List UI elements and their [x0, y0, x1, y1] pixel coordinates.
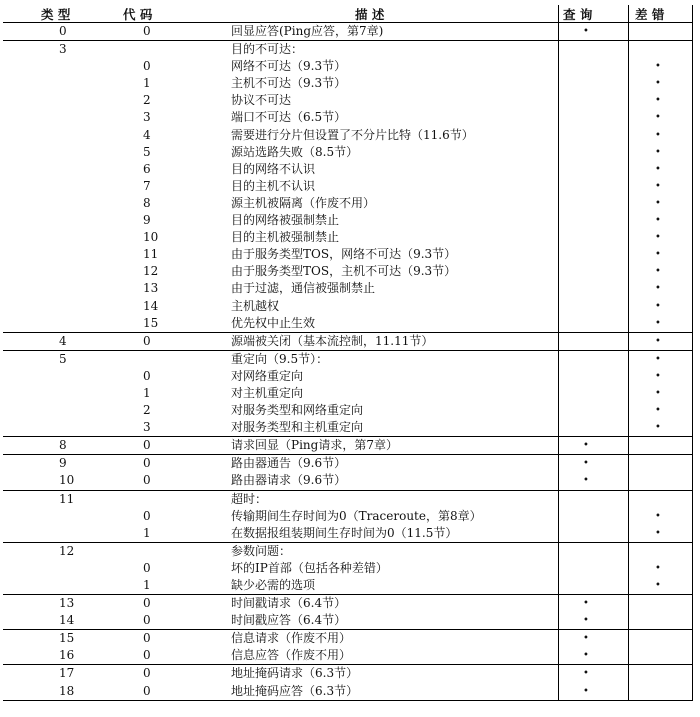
error-mark: • — [655, 370, 661, 382]
table-row — [3, 525, 693, 542]
type-cell: 18 — [59, 683, 75, 698]
error-mark: • — [655, 249, 661, 261]
table-row — [3, 298, 693, 315]
query-mark: • — [583, 668, 589, 680]
type-cell: 16 — [59, 648, 75, 663]
error-mark: • — [655, 353, 661, 365]
code-cell: 8 — [143, 195, 151, 210]
table-row — [3, 508, 693, 525]
description-cell: 超时： — [231, 491, 268, 506]
code-cell: 0 — [143, 438, 151, 453]
code-cell: 0 — [143, 473, 151, 488]
table-row-group — [3, 629, 693, 664]
description-cell: 优先权中止生效 — [231, 315, 316, 330]
table-row — [3, 351, 693, 368]
column-divider-right — [692, 5, 693, 701]
table-row-group — [3, 332, 693, 350]
error-mark: • — [655, 405, 661, 417]
description-cell: 主机越权 — [231, 298, 280, 313]
code-cell: 2 — [143, 93, 151, 108]
description-cell: 缺少必需的选项 — [231, 578, 316, 592]
error-mark: • — [655, 95, 661, 107]
code-cell: 1 — [143, 76, 151, 91]
table-row-group — [3, 436, 693, 454]
code-cell: 10 — [143, 230, 159, 245]
code-cell: 0 — [143, 508, 151, 523]
code-cell: 1 — [143, 385, 151, 400]
type-cell: 9 — [59, 456, 67, 471]
code-cell: 0 — [143, 59, 151, 74]
table-row — [3, 263, 693, 280]
type-cell: 8 — [59, 438, 67, 453]
description-cell: 由于服务类型TOS，主机不可达（9.3节） — [231, 264, 457, 279]
code-cell: 3 — [143, 110, 151, 125]
description-cell: 时间戳应答（6.4节） — [231, 613, 347, 628]
header-code: 代 码 — [123, 7, 153, 22]
column-divider-error — [628, 5, 629, 701]
error-mark: • — [655, 129, 661, 141]
error-mark: • — [655, 180, 661, 192]
description-cell: 传输期间生存时间为0（Traceroute，第8章） — [231, 508, 482, 523]
table-row — [3, 402, 693, 419]
table-row — [3, 41, 693, 58]
table-row — [3, 229, 693, 246]
description-cell: 网络不可达（9.3节） — [231, 59, 347, 74]
code-cell: 0 — [143, 613, 151, 628]
code-cell: 15 — [143, 315, 159, 330]
table-header — [3, 5, 693, 22]
code-cell: 0 — [143, 631, 151, 646]
table-row-group — [3, 542, 693, 594]
query-mark: • — [583, 685, 589, 697]
type-cell: 0 — [59, 24, 67, 38]
code-cell: 0 — [143, 666, 151, 681]
code-cell: 1 — [143, 525, 151, 540]
description-cell: 地址掩码请求（6.3节） — [231, 666, 359, 681]
type-cell: 15 — [59, 631, 75, 646]
description-cell: 目的不可达： — [231, 42, 304, 57]
icmp-message-type-table — [3, 5, 693, 701]
code-cell: 12 — [143, 264, 159, 279]
table-row-group — [3, 490, 693, 542]
code-cell: 0 — [143, 560, 151, 575]
query-mark: • — [583, 458, 589, 470]
table-row — [3, 543, 693, 560]
table-row — [3, 127, 693, 144]
description-cell: 对服务类型和网络重定向 — [231, 403, 364, 418]
table-row — [3, 109, 693, 126]
table-row — [3, 437, 693, 454]
header-description: 描 述 — [355, 7, 385, 22]
table-row — [3, 419, 693, 436]
type-cell: 17 — [59, 666, 75, 681]
error-mark: • — [655, 317, 661, 329]
table-row-group — [3, 40, 693, 332]
description-cell: 参数问题： — [231, 543, 292, 558]
description-cell: 时间戳请求（6.4节） — [231, 596, 347, 611]
table-row-group — [3, 22, 693, 40]
type-cell: 14 — [59, 613, 75, 628]
code-cell: 0 — [143, 333, 151, 348]
description-cell: 主机不可达（9.3节） — [231, 76, 347, 91]
error-mark: • — [655, 215, 661, 227]
code-cell: 0 — [143, 24, 151, 38]
code-cell: 13 — [143, 281, 159, 296]
description-cell: 信息应答（作废不用） — [231, 648, 352, 663]
table-row — [3, 665, 693, 682]
table-row-group — [3, 454, 693, 489]
description-cell: 对服务类型和主机重定向 — [231, 420, 364, 435]
table-row — [3, 612, 693, 629]
table-row — [3, 58, 693, 75]
table-row-group — [3, 594, 693, 629]
table-row — [3, 472, 693, 489]
description-cell: 由于服务类型TOS，网络不可达（9.3节） — [231, 247, 457, 262]
table-row — [3, 577, 693, 594]
table-row — [3, 647, 693, 664]
description-cell: 重定向（9.5节）： — [231, 351, 329, 366]
error-mark: • — [655, 78, 661, 90]
code-cell: 7 — [143, 178, 151, 193]
description-cell: 请求回显（Ping请求，第7章） — [231, 438, 398, 453]
table-row — [3, 491, 693, 508]
table-row-group — [3, 664, 693, 700]
description-cell: 目的主机不认识 — [231, 178, 316, 193]
error-mark: • — [655, 510, 661, 522]
error-mark: • — [655, 580, 661, 591]
description-cell: 源主机被隔离（作废不用） — [231, 195, 376, 210]
table-row — [3, 195, 693, 212]
table-row — [3, 385, 693, 402]
description-cell: 路由器请求（9.6节） — [231, 473, 347, 488]
code-cell: 0 — [143, 596, 151, 611]
table-row — [3, 683, 693, 700]
code-cell: 5 — [143, 144, 151, 159]
error-mark: • — [655, 232, 661, 244]
type-cell: 12 — [59, 543, 75, 558]
type-cell: 11 — [59, 491, 75, 506]
table-row-group — [3, 350, 693, 436]
query-mark: • — [583, 633, 589, 645]
error-mark: • — [655, 283, 661, 295]
table-row — [3, 560, 693, 577]
description-cell: 源端被关闭（基本流控制，11.11节） — [231, 333, 434, 348]
table-row — [3, 595, 693, 612]
type-cell: 5 — [59, 351, 67, 366]
description-cell: 对主机重定向 — [231, 385, 304, 400]
table-row — [3, 144, 693, 161]
header-query: 查 询 — [563, 7, 593, 22]
header-type: 类 型 — [41, 7, 71, 22]
table-row — [3, 246, 693, 263]
table-row — [3, 333, 693, 350]
error-mark: • — [655, 146, 661, 158]
header-error: 差 错 — [635, 7, 665, 22]
query-mark: • — [583, 598, 589, 610]
query-mark: • — [583, 440, 589, 452]
description-cell: 端口不可达（6.5节） — [231, 110, 347, 125]
description-cell: 目的网络被强制禁止 — [231, 213, 340, 228]
description-cell: 坏的IP首部（包括各种差错） — [231, 560, 388, 575]
table-row — [3, 212, 693, 229]
code-cell: 0 — [143, 368, 151, 383]
type-cell: 10 — [59, 473, 75, 488]
description-cell: 需要进行分片但设置了不分片比特（11.6节） — [231, 127, 474, 142]
table-row — [3, 75, 693, 92]
table-row — [3, 315, 693, 332]
error-mark: • — [655, 422, 661, 434]
code-cell: 0 — [143, 456, 151, 471]
query-mark: • — [583, 650, 589, 662]
description-cell: 由于过滤，通信被强制禁止 — [231, 281, 376, 296]
error-mark: • — [655, 112, 661, 124]
description-cell: 路由器通告（9.6节） — [231, 456, 347, 471]
code-cell: 6 — [143, 161, 151, 176]
type-cell: 4 — [59, 333, 67, 348]
query-mark: • — [583, 475, 589, 487]
query-mark: • — [583, 615, 589, 627]
error-mark: • — [655, 527, 661, 539]
error-mark: • — [655, 61, 661, 73]
error-mark: • — [655, 266, 661, 278]
query-mark: • — [583, 26, 589, 37]
table-row — [3, 368, 693, 385]
error-mark: • — [655, 335, 661, 347]
description-cell: 信息请求（作废不用） — [231, 631, 352, 646]
type-cell: 13 — [59, 596, 75, 611]
table-row — [3, 92, 693, 109]
description-cell: 目的主机被强制禁止 — [231, 230, 340, 245]
description-cell: 地址掩码应答（6.3节） — [231, 683, 359, 698]
table-row — [3, 161, 693, 178]
error-mark: • — [655, 163, 661, 175]
code-cell: 11 — [143, 247, 159, 262]
description-cell: 源站选路失败（8.5节） — [231, 144, 359, 159]
description-cell: 在数据报组装期间生存时间为0（11.5节） — [231, 525, 458, 540]
description-cell: 协议不可达 — [231, 93, 292, 108]
error-mark: • — [655, 562, 661, 574]
error-mark: • — [655, 197, 661, 209]
type-cell: 3 — [59, 42, 67, 57]
table-row — [3, 23, 693, 40]
code-cell: 3 — [143, 420, 151, 435]
table-row — [3, 455, 693, 472]
code-cell: 0 — [143, 648, 151, 663]
table-row — [3, 178, 693, 195]
description-cell: 对网络重定向 — [231, 368, 304, 383]
description-cell: 目的网络不认识 — [231, 161, 316, 176]
error-mark: • — [655, 387, 661, 399]
error-mark: • — [655, 300, 661, 312]
code-cell: 14 — [143, 298, 159, 313]
code-cell: 2 — [143, 403, 151, 418]
code-cell: 9 — [143, 213, 151, 228]
description-cell: 回显应答(Ping应答，第7章) — [231, 24, 384, 38]
table-row — [3, 280, 693, 297]
code-cell: 4 — [143, 127, 151, 142]
code-cell: 1 — [143, 578, 151, 592]
column-divider-query — [558, 5, 559, 701]
code-cell: 0 — [143, 683, 151, 698]
table-body — [3, 22, 693, 701]
table-row — [3, 630, 693, 647]
